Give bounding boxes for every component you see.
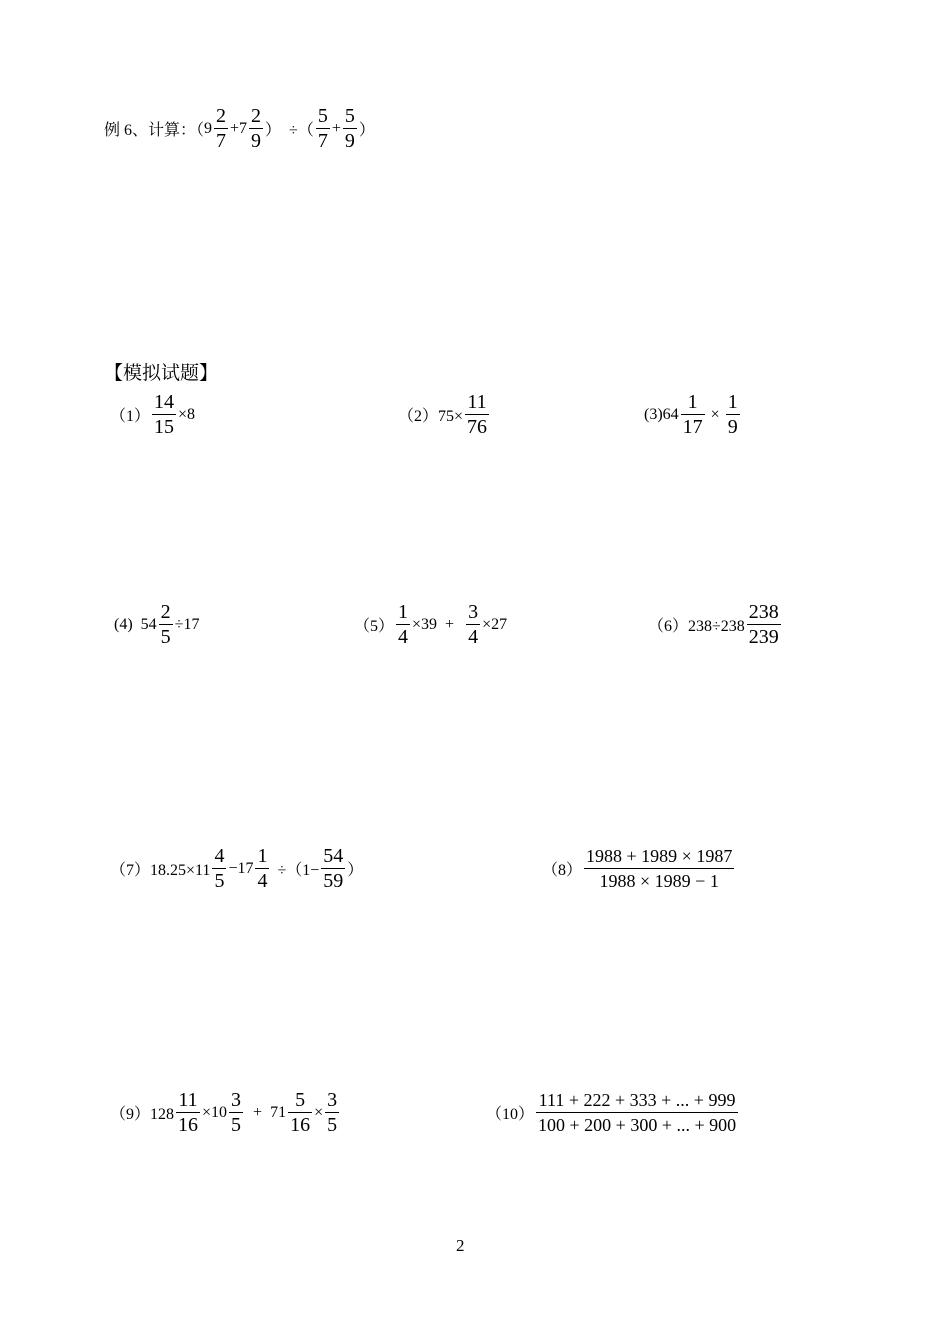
fraction: $\frac{2}{9}$	[251, 105, 262, 152]
problem-1: （1） $\frac{14}{15}$ ×8	[110, 391, 196, 438]
fraction: $\frac{5}{16}$	[290, 1089, 311, 1136]
problem-2: （2）75× $\frac{11}{76}$	[398, 391, 488, 438]
fraction: $\frac{1}{4}$	[398, 601, 409, 648]
fraction: $\frac{2}{7}$	[216, 105, 227, 152]
fraction: $\frac{1}{4}$	[257, 845, 268, 892]
fraction: $\frac{5}{7}$	[317, 105, 328, 152]
example-6: 例 6、计算：（ 9 $\frac{2}{7}$ + 7 $\frac{2}{9}$ ） ÷（ $\frac{5}{7}$ + $\frac{5}{9}$ ）	[104, 105, 375, 152]
fraction: $\frac{238}{239}$	[748, 601, 779, 648]
mixed-whole: 9	[204, 119, 213, 137]
fraction: $\frac{1988 + 1989 \times 1987}{1988 \times 1989 - 1}$	[586, 846, 733, 891]
fraction: $\frac{1}{17}$	[682, 391, 703, 438]
example-6-label: 例 6、计算：（	[104, 122, 205, 139]
fraction: $\frac{14}{15}$	[154, 391, 175, 438]
fraction: $\frac{3}{4}$	[468, 601, 479, 648]
fraction: $\frac{11}{76}$	[467, 391, 488, 438]
fraction: $\frac{2}{5}$	[160, 601, 171, 648]
problem-9: （9）128 $\frac{11}{16}$ ×10 $\frac{3}{5}$ + 71 $\frac{5}{16}$ × $\frac{3}{5}$	[110, 1089, 338, 1136]
problem-4: (4) 54 $\frac{2}{5}$ ÷17	[114, 601, 200, 648]
fraction: $\frac{111 + 222 + 333 + ... + 999}{100 + 200 + 300 + ... + 900}$	[538, 1090, 737, 1135]
problem-10: （10） $\frac{111 + 222 + 333 + ... + 999}{100 + 200 + 300 + ... + 900}$	[486, 1090, 737, 1135]
problem-3: (3)64 $\frac{1}{17}$ × $\frac{1}{9}$	[644, 391, 738, 438]
page-number: 2	[456, 1236, 465, 1255]
problem-6: （6）238÷238 $\frac{238}{239}$	[648, 601, 779, 648]
fraction: $\frac{54}{59}$	[323, 845, 344, 892]
problem-8: （8） $\frac{1988 + 1989 \times 1987}{1988 \times 1989 - 1}$	[542, 846, 733, 891]
fraction: $\frac{11}{16}$	[178, 1089, 199, 1136]
fraction: $\frac{5}{9}$	[344, 105, 355, 152]
problem-5: （5） $\frac{1}{4}$ ×39 + $\frac{3}{4}$ ×27	[354, 601, 508, 648]
fraction: $\frac{3}{5}$	[327, 1089, 338, 1136]
section-heading: 【模拟试题】	[104, 362, 219, 384]
fraction: $\frac{1}{9}$	[727, 391, 738, 438]
fraction: $\frac{3}{5}$	[231, 1089, 242, 1136]
fraction: $\frac{4}{5}$	[214, 845, 225, 892]
problem-7: （7）18.25×11 $\frac{4}{5}$ −17 $\frac{1}{4}$ ÷（1− $\frac{54}{59}$ ）	[110, 845, 364, 892]
